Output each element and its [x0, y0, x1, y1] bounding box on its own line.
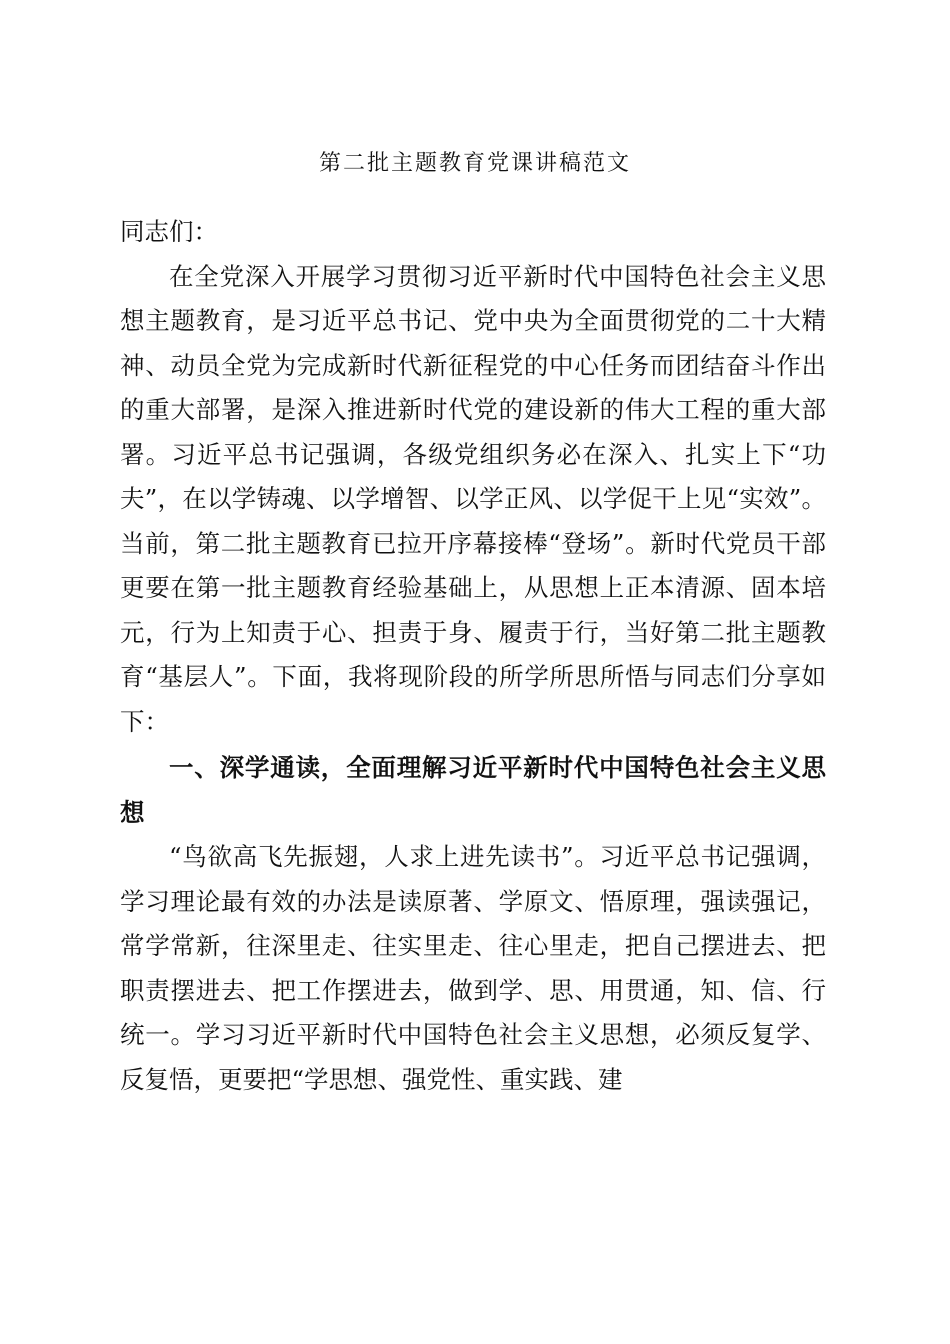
document-body [120, 210, 826, 1102]
document-title: 第二批主题教育党课讲稿范文 [318, 151, 631, 176]
body-paragraph: “鸟欲高飞先振翅，人求上进先读书”。习近平总书记强调，学习理论最有效的办法是读原著、学原文、悟原理，强读强记，常学常新，往深里走、往实里走、往心里走，把自己摆进去、把职责摆进去、把工作摆进去，做到学、思、用贯通，知、信、行统一。学习习近平新时代中国特色社会主义思想，必须反复学、反复悟，更要把“学思想、强党性、重实践、建 [120, 842, 826, 1094]
salutation: 同志们： [120, 217, 218, 246]
body-paragraph: 在全党深入开展学习贯彻习近平新时代中国特色社会主义思想主题教育，是习近平总书记、党中央为全面贯彻党的二十大精神、动员全党为完成新时代新征程党的中心任务而团结奋斗作出的重大部署，是深入推进新时代党的建设新的伟大工程的重大部署。习近平总书记强调，各级党组织务必在深入、扎实上下“功夫”，在以学铸魂、以学增智、以学正风、以学促干上见“实效”。当前，第二批主题教育已拉开序幕接棒“登场”。新时代党员干部更要在第一批主题教育经验基础上，从思想上正本清源、固本培元，行为上知责于心、担责于身、履责于行，当好第二批主题教育“基层人”。下面，我将现阶段的所学所思所悟与同志们分享如下： [120, 261, 826, 736]
section-heading: 一、深学通读，全面理解习近平新时代中国特色社会主义思想 [120, 753, 826, 827]
